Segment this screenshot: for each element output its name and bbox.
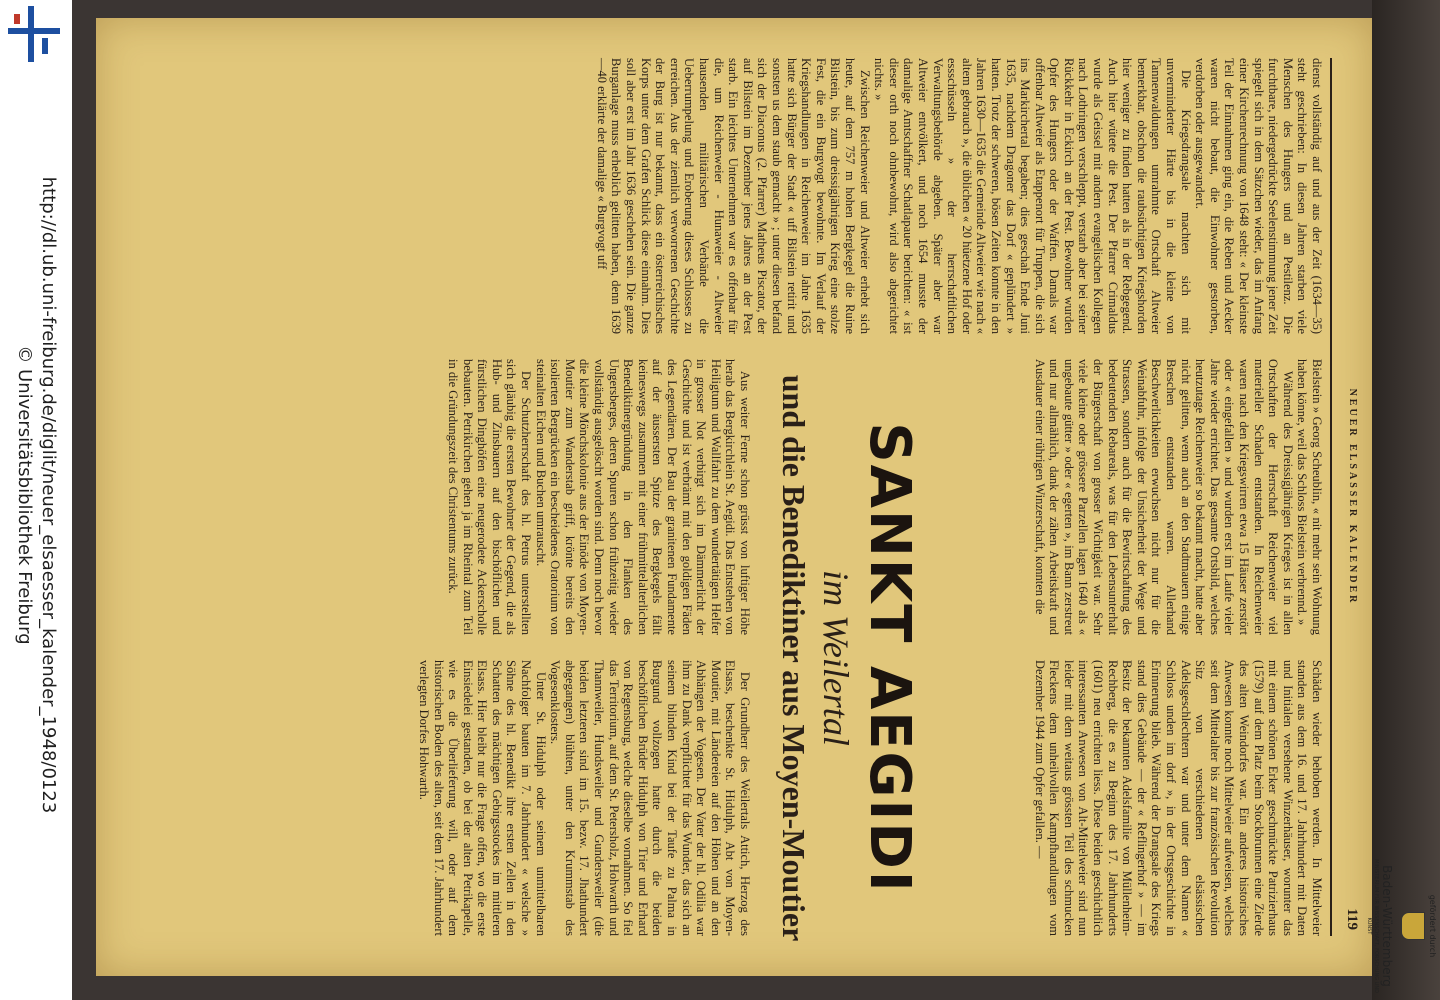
funding-logo[interactable] xyxy=(1364,856,1438,996)
paragraph: Die Kriegsdrangsale machten sich mit unverminderter Härte bis in die kleine von Tannenwaldungen umrahmte Ortschaft Altweier bemerkbar, obschon die raubsüchtigen Kriegshorden hier weniger zu finden hatten als in der Rebgegend. Auch hier wütete die Pest. Der Pfarrer Crimaldus wurde als Geissel mit andern evangelischen Kollegen nach Lothringen verschleppt, verstarb aber bei seiner Rückkehr in Eckirch an der Pest. Bewohner wurden Opfer des Hungers oder der Waffen. Damals war offenbar Altweier als Etappenort für Truppen, die sich ins Markirchertal begaben; dies geschah Ende Juni 1635, nachdem Dragoner das Dorf « geplündert » hatten. Trotz der schweren, bösen Zeiten konnte in den Jahren 1630—1635 die Gemeinde Altweier wie nach « altem gebrauch », die üblichen « 20 hüetzene Hof oder essschüsseln » der herrschaftlichen Verwaltungsbehörde abgeben. Später aber war Altweier entvölkert, und noch 1654 musste der damalige Amtschaffner Schatlapauer berichten: « ist dieser orth noch ohnbewohnt, wird also abgerichtet nichts. » xyxy=(872,58,1193,334)
funding-line-2: Baden-Württemberg xyxy=(1380,865,1394,987)
text-column-1 xyxy=(594,58,1324,334)
viewer-sidebar xyxy=(0,0,73,1000)
page-paper xyxy=(96,18,1372,976)
header-rule xyxy=(1330,58,1332,936)
state-crest-icon xyxy=(1395,856,1427,996)
text-column-2-lower xyxy=(446,359,752,635)
text-column-3 xyxy=(1032,660,1324,936)
article-subtitle-2: und die Benediktiner aus Moyen-Moutier xyxy=(776,374,812,942)
scan-edge-shadow xyxy=(1372,0,1440,1000)
scan-viewport xyxy=(72,0,1440,1000)
article-headline xyxy=(774,348,920,968)
paragraph: Unter St. Hidulph oder seinem unmittelbaren Nachfolger bauten im 7. Jahrhundert « welsche » Söhne des hl. Benedikt ihre ersten Zellen in den Schatten des mächtigen Gebirgsstockes im mittleren Elsass. Hier bleibt nur die Frage offen, wo die erste Einsiedelei gestanden, ob bei der alten Petrikapelle, wie es die Überlieferung will, oder auf dem historischen Boden des alten, seit dem 17. Jahrhundert verlegten Dorfes Hohwarth. xyxy=(416,660,548,936)
paragraph: Der Grundherr des Weilertals Attich, Herzog des Elsass, beschenkte St. Hidulph, Abt von Moyen-Moutier, mit Ländereien auf den Höhen und an den Abhängen der Vogesen. Der Vater der hl. Odilia war ihm zu Dank verpflichtet für das Wunder, das sich an seinem blinden Kind bei der Taufe zu Palma in Burgund vollzogen hatte durch die beiden beschöflichen Brüder Hidulph von Trier und Erhard von Regensburg, welche dieselbe vornahmen. So fiel das Territorium, auf dem St. Petersholz, Hohwarth und Thannweiler, Hundsweiler und Gundersweiler (die beiden letzteren sind im 15. bezw. 17. Jhathundert abgegangen) blühten, unter den Krummstab des Vogesenklosters. xyxy=(548,660,752,936)
copyright-text: © Universitätsbibliothek Freiburg xyxy=(14,345,35,645)
paragraph: Bielstein » Georg Scheublin, « nit mehr sein Wohnung haben könne, weil das Schloss Bielstein verbrennd. » xyxy=(1295,359,1324,635)
text-column-2 xyxy=(1032,359,1324,635)
rotated-page xyxy=(96,18,1372,976)
running-head: NEUER ELSASSER KALENDER xyxy=(1347,388,1358,606)
paragraph: Während des Dreissigjährigen Krieges ist in allen Ortschaften der Herrschaft Reichenweier viel materieller Schaden entstanden. In Reichenweier waren nach den Kriegswirren etwa 15 Häuser zerstört oder « eingefallen » und wurden erst im Laufe vieler Jahre wieder errichtet. Das gesamte Ortsbild, welches heutzutage Reichenweier so bekannt macht, hatte aber nicht gelitten, wenn auch an den Stadtmauern einige Breschen entstanden waren. Allerhand Beschwerlichkeiten erwuchsen nicht nur für die Weinabfuhr, infolge der Unsicherheit der Wege und Strassen, sondern auch für die Bewirtschaftung des bedeutenden Rebareals, was für den Lebensunterhalt der Bürgerschaft von grosser Wichtigkeit war. Sehr viele kleine oder grössere Parzellen lagen 1640 als « ungebaute gütter » oder « egerten », im Bann zerstreut und nur allmählich, dank der zähen Arbeitskraft und Ausdauer einer rührigen Winzerschaft, konnten die xyxy=(1032,359,1295,635)
paragraph: Zwischen Reichenweier und Altweier erhebt sich heute, auf dem 757 m hohen Bergkegel die Ruine Bilstein, bis zum dreissigjährigen Krieg eine stolze Fest, die ein Burgvogt bewohnte. Im Verlauf der Kriegshandlungen in Reichenweier im Jahre 1635 hatte sich Bürger der Stadt « uff Bilstein retirit und sonsten us dem staub gemacht » ; unter diesen befand sich der Diaconus (2. Pfarrer) Matheus Piscator, der auf Bilstein im Dezember jenes Jahres an der Pest starb. Ein leichtes Unternehmen war es offenbar für die, um Reichenweier - Hunaweier - Altweier hausenden militärischen Verbände die Ueberrumpelung und Eroberung dieses Schlosses zu erreichen. Aus der ziemlich verworrenen Geschichte der Burg ist nur bekannt, dass ein österreichisches Korps unter dem Grafen Schlick diese einnahm. Dies soll aber erst im Jahr 1636 geschehen sein. Die ganze Burganlage muss erheblich gelitten haben, denn 1639—40 erklärte der damalige « Burgvogt uff xyxy=(594,58,872,334)
paragraph: Der Schutzherrschaft des hl. Petrus unterstellten sich gläubig die ersten Bewohner der Gegend, die als Hub- und Zinsbauern auf den bischöflichen und fürstlichen Dinghöfen eine neugerodete Ackerscholle bebauten. Petrikirchen gehen ja im Rheintal zum Teil in die Gründungszeit des Christentums zurück. xyxy=(446,359,534,635)
funding-line-1: gefördert durch xyxy=(1428,894,1437,958)
funding-line-3: MINISTERIUM FÜR WISSENSCHAFT, FORSCHUNG UND KUNST xyxy=(1366,859,1379,993)
document-url-link[interactable]: http://dl.ub.uni-freiburg.de/diglit/neuer_elsaesser_kalender_1948/0123 xyxy=(38,176,59,814)
paragraph: Schäden wieder behoben werden. In Mittelweier standen aus dem 16. und 17. Jahrhundert mit Daten und Initialen versehene Winzerhäuser, worunter das mit einem schönen Erker geschmückte Patrizierhaus (1579) auf dem Platz beim Stockbrunnen eine Zierde des alten Weindorfes war. Ein anderes historisches Anwesen konnte noch Mittelweier aufweisen, welches seit dem Mittelalter bis zur französischen Revolution Sitz von verschiedenen elsässischen Adelsgeschlechtern war und unter dem Namen « Schloss unden im dorf », in der Ortsgeschichte in Erinnerung blieb. Während der Drangsale des Kriegs stand dies Gebäude — der « Reflingerhof » — im Besitz der bekannten Adelsfamilie von Müllenheim-Rechberg, die es zu Beginn des 17. Jahrhunderts (1601) neu errichten liess. Diese beiden geschichtlich interessanten Anwesen von Alt-Mittelweier sind nun leider mit dem weitaus grössten Teil des schmucken Fleckens dem unheilvollen Kampfhandlungen vom Dezember 1944 zum Opfer gefallen. — xyxy=(1032,660,1324,936)
paragraph: Aus weiter Ferne schon grüsst von luftiger Höhe herab das Bergkirchlein St. Aegidi. Das Entstehen von Heiligtum und Wallfahrt zu dem wundertätigen Helfer in grosser Not verbirgt sich im Dämmerlicht der Geschichte und ist verbrämt mit den goldigen Fäden des Legendären. Der Bau der granitenen Fundamente auf der äussersten Spitze des Bergkegels fällt keineswegs zusammen mit einer frühmittelalterlichen Benediktinergründung in den Flanken des Ungersberges, deren Spuren schon frühzeitig wieder vollständig ausgelöscht worden sind. Denn noch bevor die kleine Mönchskolonie aus der Einöde von Moyen-Moutier zum Wanderstab griff, krönte bereits den isolierten Bergrücken ein bescheidenes Oratorium von steinalten Eichen und Buchen umrauscht. xyxy=(533,359,752,635)
article-title: SANKT AEGIDI xyxy=(857,422,922,894)
viewer-caption xyxy=(12,177,60,814)
university-logo-icon[interactable] xyxy=(8,6,60,62)
paragraph: dienst vollständig auf und aus der Zeit (1634—35) steht geschrieben: In diesen Jahren starben viele Menschen des Hungers und an Pestilenz. Die furchtbare, niedergedrückte Seelenstimmung jener Zeit spiegelt sich in dem Sätzchen wieder, das im Anfang einer Kirchenrechnung von 1648 steht: « Der kleinste Teil der Einnahmen ging ein, die Reben und Aecker waren nicht bebaut, die Einwohner gestorben, verdorben oder ausgewandert. xyxy=(1193,58,1324,334)
page-number: 119 xyxy=(1344,908,1360,930)
text-column-3-lower xyxy=(416,660,752,936)
article-subtitle: im Weilertal xyxy=(816,570,856,746)
